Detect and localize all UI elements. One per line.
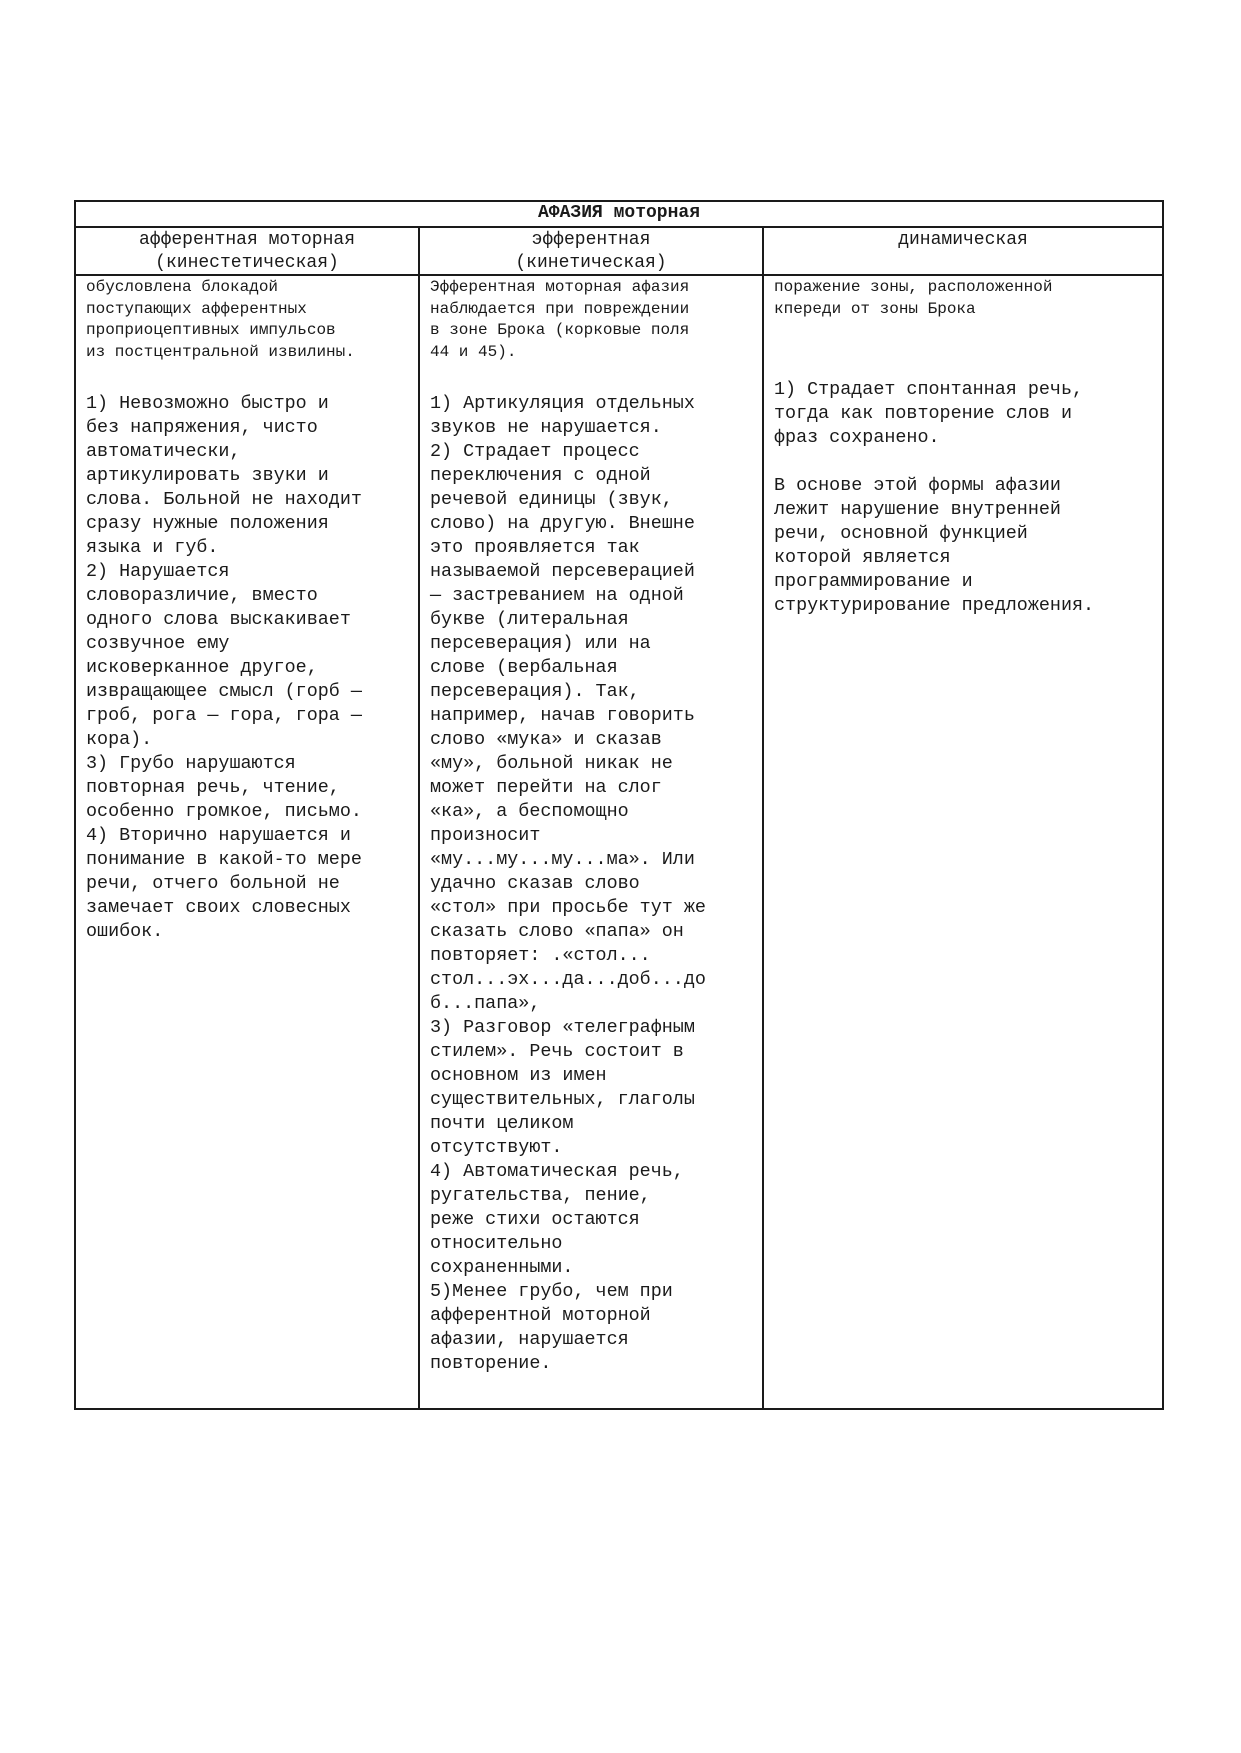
column-header-efferent bbox=[420, 228, 762, 276]
column-body-afferent bbox=[76, 276, 418, 944]
column-items-afferent: 1) Невозможно быстро и без напряжения, чисто автоматически, артикулировать звуки и слова. Больной не находит сразу нужные положения языка и губ. 2) Нарушается словоразличие, вместо одного слова выскакивает созвучное ему исковерканное другое, извращающее смысл (горб — гроб, рога — гора, гора — кора). 3) Грубо нарушаются повторная речь, чтение, особенно громкое, письмо. 4) Вторично нарушается и понимание в какой-то мере речи, отчего больной не замечает своих словесных ошибок. bbox=[86, 393, 362, 942]
column-header-afferent bbox=[76, 228, 418, 276]
column-intro-dynamic: поражение зоны, расположенной кпереди от зоны Брока bbox=[774, 278, 1053, 318]
column-header-text: афферентная моторная (кинестетическая) bbox=[138, 230, 356, 273]
column-header-dynamic bbox=[764, 228, 1162, 276]
column-body-efferent bbox=[420, 276, 762, 1376]
column-efferent bbox=[420, 228, 764, 1408]
column-dynamic bbox=[764, 228, 1162, 1408]
table-title: АФАЗИЯ моторная bbox=[76, 202, 1162, 228]
column-items-efferent: 1) Артикуляция отдельных звуков не нарушается. 2) Страдает процесс переключения с одной речевой единицы (звук, слово) на другую. Внешне это проявляется так называемой персеверацией — застреванием на одной букве (литеральная персеверация) или на слове (вербальная персеверация). Так, например, начав говорить слово «мука» и сказав «му», больной никак не может перейти на слог «ка», а беспомощно произносит «му...му...му...ма». Или удачно сказав слово «стол» при просьбе тут же сказать слово «папа» он повторяет: .«стол... стол...эх...да...доб...до б...папа», 3) Разговор «телеграфным стилем». Речь состоит в основном из имен существительных, глаголы почти целиком отсутствуют. 4) Автоматическая речь, ругательства, пение, реже стихи остаются относительно сохраненными. 5)Менее грубо, чем при афферентной моторной афазии, нарушается повторение. bbox=[430, 393, 706, 1374]
column-header-text: динамическая bbox=[898, 230, 1028, 250]
column-header-text: эфферентная (кинетическая) bbox=[515, 230, 667, 273]
column-intro-afferent: обусловлена блокадой поступающих афферентных проприоцептивных импульсов из постцентральной извилины. bbox=[86, 278, 355, 361]
column-body-dynamic bbox=[764, 276, 1162, 618]
column-items-dynamic: 1) Страдает спонтанная речь, тогда как повторение слов и фраз сохранено. bbox=[774, 379, 1084, 448]
aphasia-table bbox=[74, 200, 1164, 1410]
column-afferent bbox=[76, 228, 420, 1408]
column-paragraph-dynamic: В основе этой формы афазии лежит нарушение внутренней речи, основной функцией которой является программирование и структурирование предложения. bbox=[774, 475, 1095, 616]
column-intro-efferent: Эфферентная моторная афазия наблюдается при повреждении в зоне Брока (корковые поля 44 и 45). bbox=[430, 278, 690, 361]
